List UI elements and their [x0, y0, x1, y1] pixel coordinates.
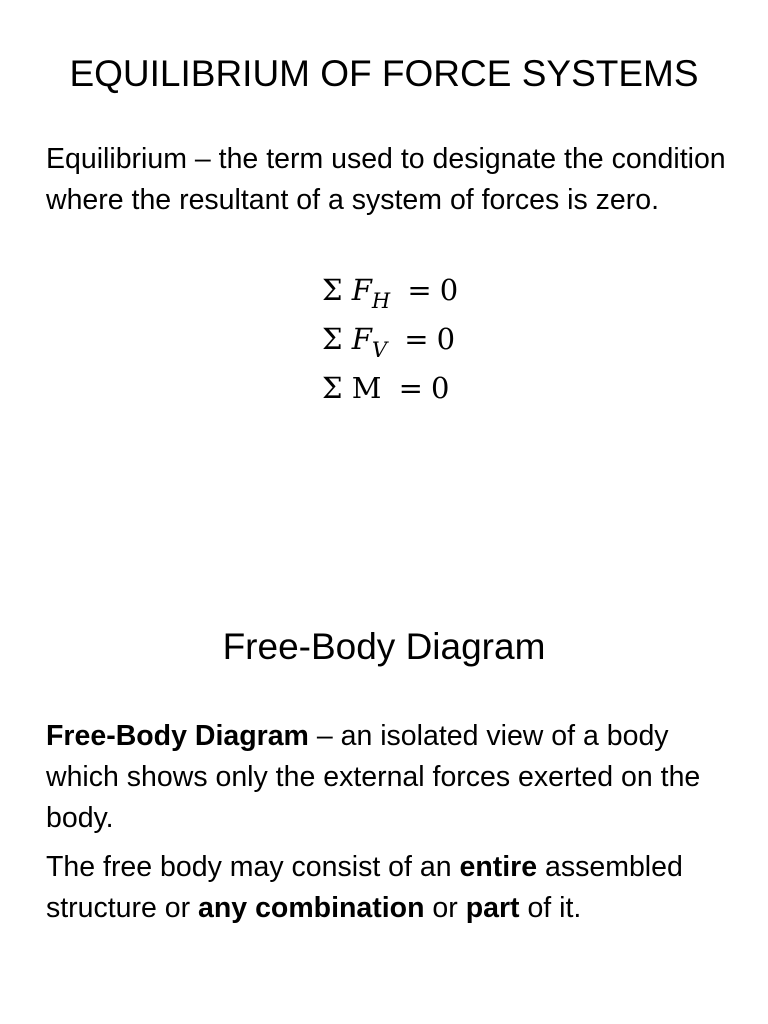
composition-text: or: [424, 892, 466, 924]
slide-title: EQUILIBRIUM OF FORCE SYSTEMS: [69, 53, 699, 94]
equals-sign: =: [404, 322, 429, 356]
horizontal-subscript: H: [371, 289, 391, 313]
free-body-composition: [46, 847, 736, 929]
composition-text: of it.: [519, 892, 582, 924]
emphasis-part: part: [465, 892, 520, 924]
moment-variable: M: [351, 371, 382, 405]
equation-sum-fv: [322, 319, 455, 362]
force-variable: F: [351, 273, 372, 307]
equation-sum-m: [322, 368, 449, 408]
zero-value: 0: [436, 322, 456, 356]
sigma-symbol: Σ: [322, 273, 343, 307]
defined-term: Free-Body Diagram: [46, 720, 309, 752]
zero-value: 0: [430, 371, 450, 405]
sigma-symbol: Σ: [322, 371, 343, 405]
emphasis-entire: entire: [459, 851, 538, 883]
force-variable: F: [351, 322, 372, 356]
equation-sum-fh: [322, 270, 458, 313]
vertical-subscript: V: [371, 338, 388, 362]
slide-free-body-diagram: [0, 512, 768, 1024]
emphasis-any-combination: any combination: [198, 892, 425, 924]
composition-text: The free body may consist of an: [46, 851, 460, 883]
equilibrium-definition: Equilibrium – the term used to designate the condition where the resultant of a system of forces is zero.: [46, 143, 726, 216]
equals-sign: =: [398, 371, 423, 405]
sigma-symbol: Σ: [322, 322, 343, 356]
free-body-definition: [46, 716, 736, 839]
definition-text: – an isolated view of a body which shows only the external forces exerted on the body.: [46, 720, 701, 834]
slide-title: Free-Body Diagram: [222, 626, 546, 667]
composition-text: assembled structure or: [46, 851, 683, 924]
zero-value: 0: [439, 273, 459, 307]
equals-sign: =: [407, 273, 432, 307]
